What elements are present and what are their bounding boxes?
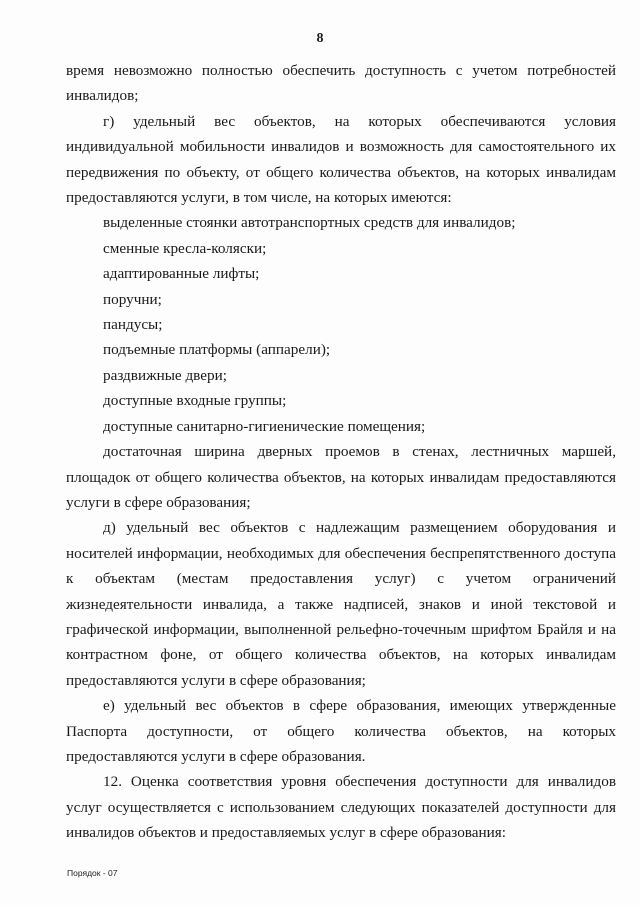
list-item-lift-platforms: подъемные платформы (аппарели); xyxy=(103,341,331,359)
paragraph-door-width: достаточная ширина дверных проемов в стенах, лестничных маршей, площадок от общего количества объектов, на которых инвалидам предоставляются услуги в сфере образования; xyxy=(66,443,616,511)
paragraph-item-d: д) удельный вес объектов с надлежащим размещением оборудования и носителей информации, необходимых для обеспечения беспрепятственного доступа к объектам (местам предоставления услуг) с учетом ограничений жизнедеятельности инвалида, а также надписей, знаков и иной текстовой и графической информации, выполненной рельефно-точечным шрифтом Брайля и на контрастном фоне, от общего количества объектов, на которых инвалидам предоставляются услуги в сфере образования; xyxy=(66,519,616,689)
list-item-sliding-doors: раздвижные двери; xyxy=(103,366,227,384)
list-item-wheelchairs: сменные кресла-коляски; xyxy=(103,239,267,257)
paragraph-item-e: е) удельный вес объектов в сфере образования, имеющих утвержденные Паспорта доступности, от общего количества объектов, на которых предоставляются услуги в сфере образования. xyxy=(66,697,616,765)
page-number: 8 xyxy=(316,31,324,46)
paragraph-continuation: время невозможно полностью обеспечить доступность с учетом потребностей инвалидов; xyxy=(66,62,616,105)
list-item-entrances: доступные входные группы; xyxy=(103,392,287,410)
footer-label: Порядок - 07 xyxy=(67,868,118,878)
list-item-sanitary-rooms: доступные санитарно-гигиенические помещения; xyxy=(103,417,426,435)
list-item-ramps: пандусы; xyxy=(103,316,163,334)
list-item-elevators: адаптированные лифты; xyxy=(103,265,260,283)
paragraph-item-g: г) удельный вес объектов, на которых обеспечиваются условия индивидуальной мобильности инвалидов и возможность для самостоятельного их передвижения по объекту, от общего количества объектов, на которых инвалидам предоставляются услуги, в том числе, на которых имеются: xyxy=(66,112,616,207)
document-body xyxy=(66,58,616,846)
list-item-handrails: поручни; xyxy=(103,290,162,308)
list-item-parking: выделенные стоянки автотранспортных средств для инвалидов; xyxy=(103,214,516,232)
paragraph-section-12: 12. Оценка соответствия уровня обеспечения доступности для инвалидов услуг осуществляется с использованием следующих показателей доступности для инвалидов объектов и предоставляемых услуг в сфере образования: xyxy=(66,773,616,842)
